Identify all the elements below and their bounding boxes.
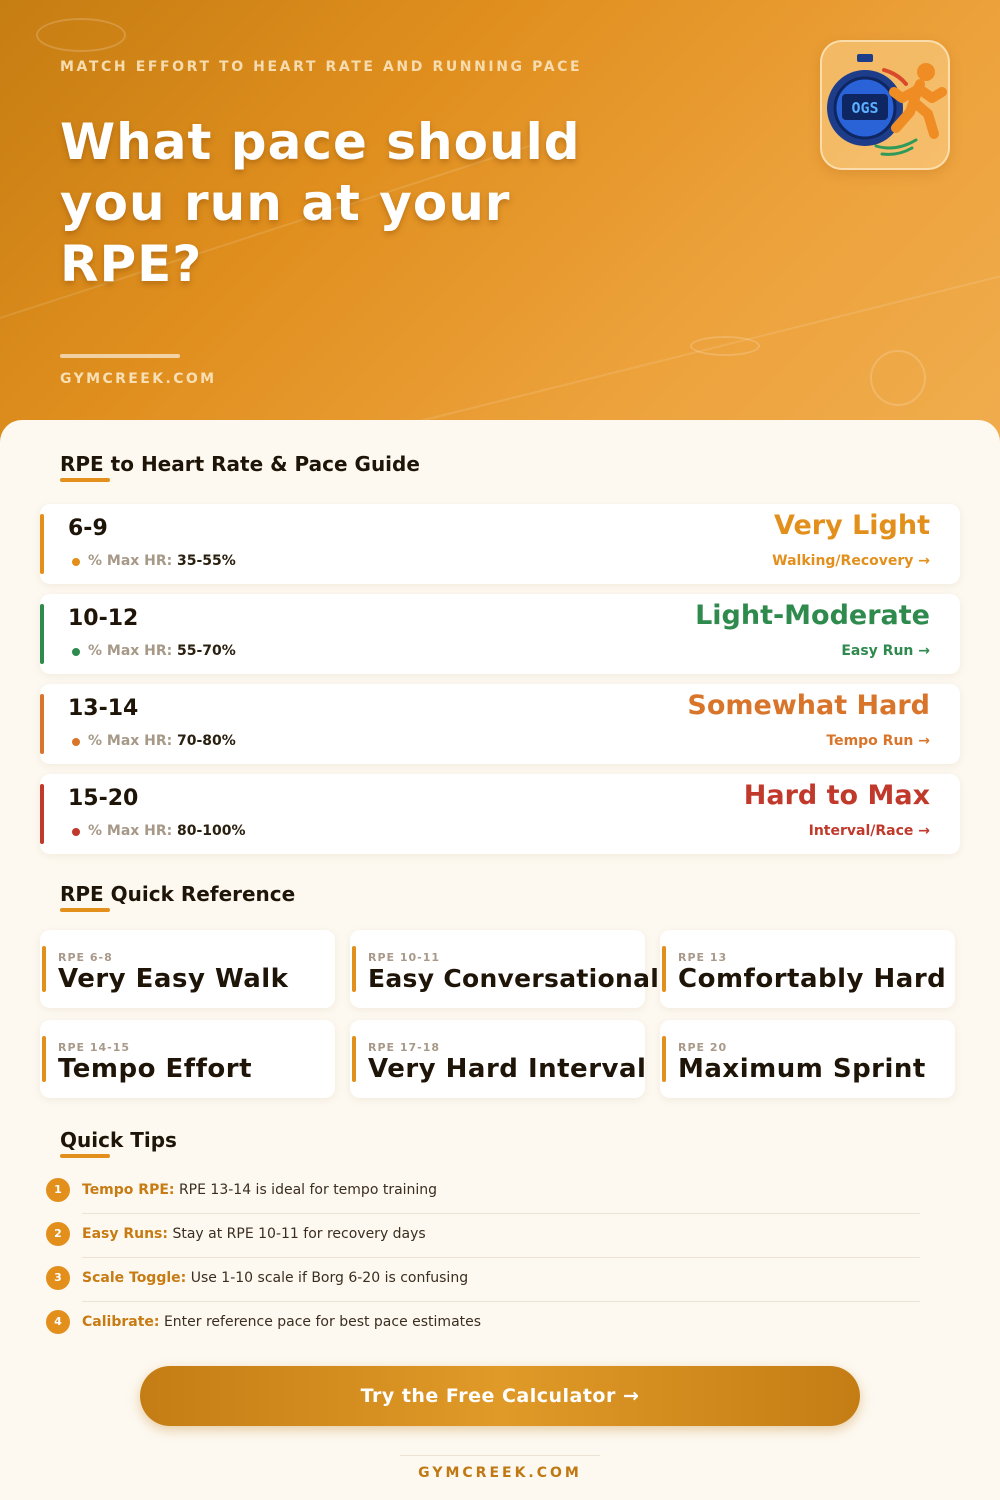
tip-text <box>82 1314 481 1330</box>
app-logo <box>820 40 950 170</box>
rpe-range: 10-12 <box>68 606 139 631</box>
rpe-row-light-moderate[interactable] <box>40 594 960 674</box>
hero-site-link[interactable]: GYMCREEK.COM <box>60 371 217 387</box>
decor-circle <box>690 336 760 356</box>
hr-value: 55-70% <box>177 643 236 659</box>
hr-value: 80-100% <box>177 823 246 839</box>
card-title: Very Easy Walk <box>58 964 289 994</box>
rpe-activity-link[interactable]: Walking/Recovery → <box>772 553 930 569</box>
tip-body: Use 1-10 scale if Borg 6-20 is confusing <box>190 1270 469 1286</box>
hr-label: % Max HR: <box>88 823 173 839</box>
card-rpe-label: RPE 13 <box>678 951 728 964</box>
card-accent-bar <box>42 946 46 992</box>
tip-label: Scale Toggle: <box>82 1270 187 1286</box>
card-title: Maximum Sprint <box>678 1054 926 1084</box>
card-accent-bar <box>352 1036 356 1082</box>
rpe-zone-name: Somewhat Hard <box>687 690 930 721</box>
rpe-activity-link[interactable]: Tempo Run → <box>826 733 930 749</box>
card-accent-bar <box>662 1036 666 1082</box>
card-rpe-label: RPE 20 <box>678 1041 728 1054</box>
status-dot-icon <box>72 558 80 566</box>
hr-label: % Max HR: <box>88 643 173 659</box>
tip-item <box>46 1266 920 1310</box>
tip-text <box>82 1226 426 1242</box>
card-accent-bar <box>662 946 666 992</box>
card-rpe-label: RPE 14-15 <box>58 1041 131 1054</box>
stopwatch-runner-icon <box>822 42 952 172</box>
hero-eyebrow: MATCH EFFORT TO HEART RATE AND RUNNING PACE <box>60 59 583 75</box>
card-title: Easy Conversational <box>368 964 660 993</box>
quick-reference-card[interactable] <box>40 930 335 1008</box>
tip-body: RPE 13-14 is ideal for tempo training <box>178 1182 438 1198</box>
rpe-row-hard-to-max[interactable] <box>40 774 960 854</box>
tip-divider <box>82 1257 920 1258</box>
card-title: Tempo Effort <box>58 1054 253 1084</box>
quick-reference-card[interactable] <box>660 930 955 1008</box>
decor-circle <box>36 18 126 52</box>
guide-title-underline <box>60 478 110 482</box>
rpe-row-color-bar <box>40 784 44 844</box>
tip-item <box>46 1178 920 1222</box>
try-calculator-button[interactable]: Try the Free Calculator → <box>140 1366 860 1426</box>
hr-label: % Max HR: <box>88 733 173 749</box>
status-dot-icon <box>72 828 80 836</box>
quick-tips-title: Quick Tips <box>60 1128 177 1152</box>
tip-item <box>46 1222 920 1266</box>
quick-reference-card[interactable] <box>660 1020 955 1098</box>
card-rpe-label: RPE 6-8 <box>58 951 113 964</box>
rpe-zone-name: Very Light <box>774 510 930 541</box>
rpe-row-color-bar <box>40 694 44 754</box>
hr-value: 35-55% <box>177 553 236 569</box>
tip-body: Stay at RPE 10-11 for recovery days <box>172 1226 426 1242</box>
tip-divider <box>82 1213 920 1214</box>
card-rpe-label: RPE 17-18 <box>368 1041 441 1054</box>
status-dot-icon <box>72 738 80 746</box>
tip-label: Calibrate: <box>82 1314 160 1330</box>
tip-label: Easy Runs: <box>82 1226 168 1242</box>
tip-divider <box>82 1301 920 1302</box>
quick-reference-card[interactable] <box>350 930 660 1008</box>
card-title: Comfortably Hard <box>678 964 947 994</box>
rpe-range: 13-14 <box>68 696 139 721</box>
rpe-activity-link[interactable]: Easy Run → <box>841 643 930 659</box>
rpe-row-very-light[interactable] <box>40 504 960 584</box>
hero-divider <box>60 354 180 358</box>
tip-number-badge: 4 <box>46 1310 70 1334</box>
tip-number-badge: 2 <box>46 1222 70 1246</box>
hr-value: 70-80% <box>177 733 236 749</box>
rpe-range: 6-9 <box>68 516 108 541</box>
rpe-range: 15-20 <box>68 786 139 811</box>
rpe-row-somewhat-hard[interactable] <box>40 684 960 764</box>
rpe-zone-name: Hard to Max <box>743 780 930 811</box>
card-accent-bar <box>42 1036 46 1082</box>
logo-text: OGS <box>851 99 879 117</box>
tip-text <box>82 1270 468 1286</box>
tip-label: Tempo RPE: <box>82 1182 175 1198</box>
card-title: Very Hard Interval <box>368 1054 647 1084</box>
hero-banner <box>0 0 1000 460</box>
page-title: What pace should you run at your RPE? <box>60 113 581 293</box>
quick-reference-underline <box>60 908 110 912</box>
rpe-zone-name: Light-Moderate <box>695 600 930 631</box>
tip-number-badge: 1 <box>46 1178 70 1202</box>
tip-number-badge: 3 <box>46 1266 70 1290</box>
tip-body: Enter reference pace for best pace estimates <box>163 1314 482 1330</box>
guide-title: RPE to Heart Rate & Pace Guide <box>60 452 420 476</box>
tip-item <box>46 1310 920 1354</box>
quick-tips-underline <box>60 1154 110 1158</box>
footer-divider <box>400 1455 600 1456</box>
rpe-row-color-bar <box>40 604 44 664</box>
decor-circle <box>870 350 926 406</box>
tip-text <box>82 1182 437 1198</box>
status-dot-icon <box>72 648 80 656</box>
card-rpe-label: RPE 10-11 <box>368 951 441 964</box>
hr-label: % Max HR: <box>88 553 173 569</box>
footer-site-link[interactable]: GYMCREEK.COM <box>418 1465 582 1481</box>
rpe-row-color-bar <box>40 514 44 574</box>
quick-reference-card[interactable] <box>350 1020 645 1098</box>
rpe-activity-link[interactable]: Interval/Race → <box>808 823 930 839</box>
quick-reference-card[interactable] <box>40 1020 335 1098</box>
quick-reference-title: RPE Quick Reference <box>60 882 296 906</box>
card-accent-bar <box>352 946 356 992</box>
